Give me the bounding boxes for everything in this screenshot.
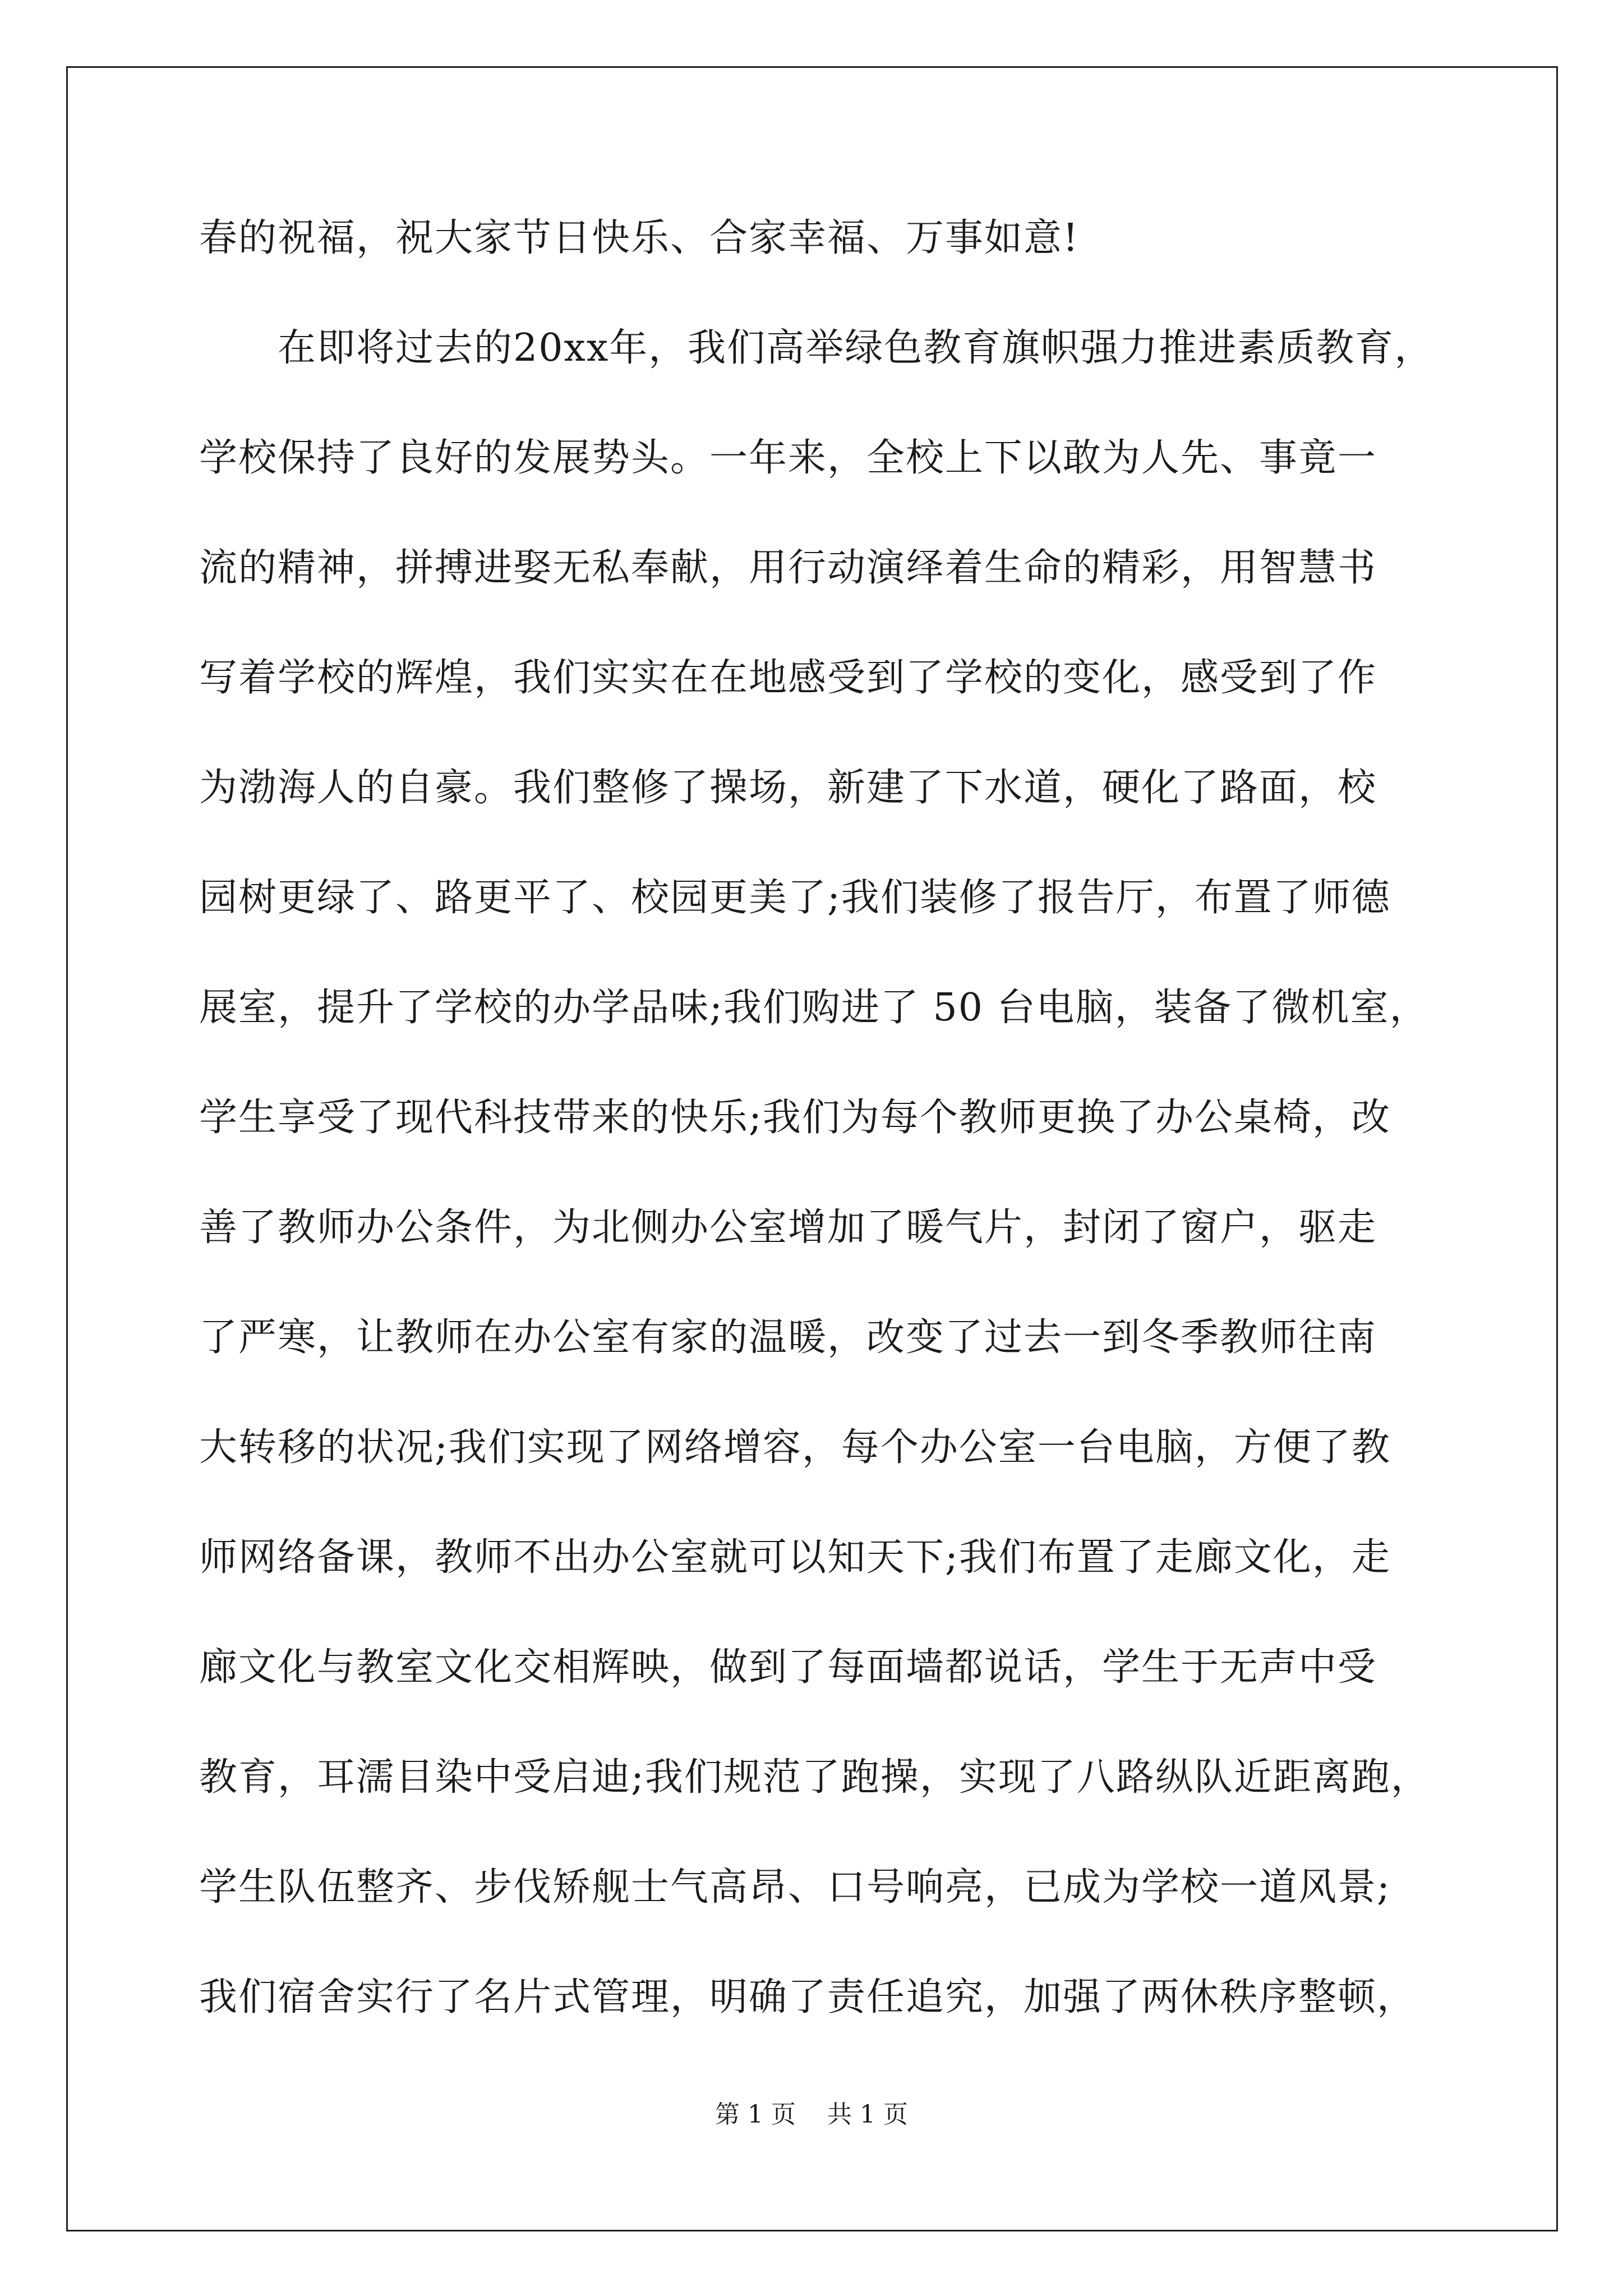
page-number-total: 共 1 页 — [827, 2100, 908, 2129]
text-line: 展室，提升了学校的办学品味;我们购进了 50 台电脑，装备了微机室， — [199, 986, 1429, 1030]
text-line: 学生队伍整齐、步伐矫舰士气高昂、口号响亮，已成为学校一道风景; — [199, 1865, 1391, 1910]
text-line: 教育，耳濡目染中受启迪;我们规范了跑操，实现了八路纵队近距离跑， — [199, 1755, 1430, 1800]
page-footer — [0, 2098, 1623, 2132]
text-line: 我们宿舍实行了名片式管理，明确了责任追究，加强了两休秩序整顿， — [199, 1975, 1417, 2019]
text-line: 春的祝福，祝大家节日快乐、合家幸福、万事如意! — [199, 216, 1080, 260]
text-line: 大转移的状况;我们实现了网络增容，每个办公室一台电脑，方便了教 — [199, 1425, 1391, 1470]
text-line: 园树更绿了、路更平了、校园更美了;我们装修了报告厅，布置了师德 — [199, 876, 1391, 920]
text-line: 善了教师办公条件，为北侧办公室增加了暖气片，封闭了窗户，驱走 — [199, 1205, 1377, 1250]
text-line: 师网络备课，教师不出办公室就可以知天下;我们布置了走廊文化，走 — [199, 1535, 1391, 1580]
text-line: 流的精神，拼搏进娶无私奉献，用行动演绎着生命的精彩，用智慧书 — [199, 546, 1377, 590]
text-line: 了严寒，让教师在办公室有家的温暖，改变了过去一到冬季教师往南 — [199, 1315, 1377, 1360]
text-line: 写着学校的辉煌，我们实实在在地感受到了学校的变化，感受到了作 — [199, 656, 1377, 700]
text-line: 在即将过去的20xx年，我们高举绿色教育旗帜强力推进素质教育， — [199, 326, 1434, 370]
document-body — [199, 208, 1489, 2077]
text-line: 廊文化与教室文化交相辉映，做到了每面墙都说话，学生于无声中受 — [199, 1645, 1377, 1690]
text-line: 为渤海人的自豪。我们整修了操场，新建了下水道，硬化了路面，校 — [199, 766, 1377, 810]
page-number-current: 第 1 页 — [715, 2100, 796, 2129]
text-line: 学生享受了现代科技带来的快乐;我们为每个教师更换了办公桌椅，改 — [199, 1096, 1391, 1140]
text-line: 学校保持了良好的发展势头。一年来，全校上下以敢为人先、事竟一 — [199, 436, 1377, 480]
